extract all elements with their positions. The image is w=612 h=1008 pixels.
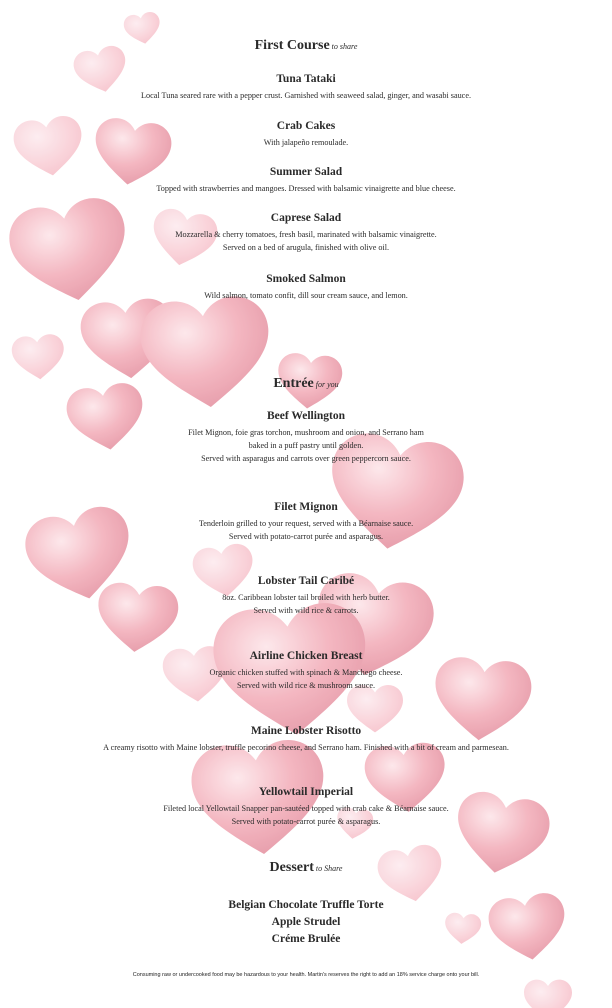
menu-item-summer-salad: Summer Salad Topped with strawberries and mangoes. Dressed with balsamic vinaigrette and blue cheese. <box>156 166 456 193</box>
first-course-heading: First Course to share <box>254 38 358 53</box>
menu-item-lobster-tail-caribe: Lobster Tail Caribé 8oz. Caribbean lobster tail broiled with herb butter. Served with wild rice & carrots. <box>222 575 390 615</box>
menu-item-maine-lobster-risotto: Maine Lobster Risotto A creamy risotto with Maine lobster, truffle pecorino cheese, and Serrano ham. Finished with a bit of cream and parmesean. <box>103 725 509 752</box>
menu-item-caprese-salad: Caprese Salad Mozzarella & cherry tomatoes, fresh basil, marinated with balsamic vinaigrette. Served on a bed of arugula, finished with olive oil. <box>175 212 437 252</box>
footer-disclaimer: Consuming raw or undercooked food may be hazardous to your health. Martin's reserves the right to add an 18% service charge onto your bill. <box>132 972 480 978</box>
menu-item-airline-chicken-breast: Airline Chicken Breast Organic chicken stuffed with spinach & Manchego cheese. Served with wild rice & mushroom sauce. <box>209 650 403 690</box>
entree-heading: Entrée for you <box>273 376 339 391</box>
menu-item-beef-wellington: Beef Wellington Filet Mignon, foie gras torchon, mushroom and onion, and Serrano ham baked in a puff pastry until golden. Served with asparagus and carrots over green peppercorn sauce. <box>188 410 424 463</box>
dessert-item: Apple Strudel <box>271 916 341 928</box>
dessert-item: Belgian Chocolate Truffle Torte <box>228 899 384 911</box>
menu-item-smoked-salmon: Smoked Salmon Wild salmon, tomato confit, dill sour cream sauce, and lemon. <box>204 273 408 300</box>
menu-item-filet-mignon: Filet Mignon Tenderloin grilled to your request, served with a Béarnaise sauce. Served with potato-carrot purée and asparagus. <box>198 501 414 541</box>
dessert-heading: Dessert to Share <box>269 860 343 875</box>
menu-item-crab-cakes: Crab Cakes With jalapeño remoulade. <box>263 120 349 147</box>
dessert-item: Créme Brulée <box>271 933 341 945</box>
dessert-list <box>0 897 612 948</box>
menu-item-yellowtail-imperial: Yellowtail Imperial Fileted local Yellowtail Snapper pan-sautéed topped with crab cake & Béarnaise sauce. Served with potato-carrot purée & asparagus. <box>163 786 449 826</box>
menu-item-tuna-tataki: Tuna Tataki Local Tuna seared rare with a pepper crust. Garnished with seaweed salad, ginger, and wasabi sauce. <box>140 73 471 100</box>
